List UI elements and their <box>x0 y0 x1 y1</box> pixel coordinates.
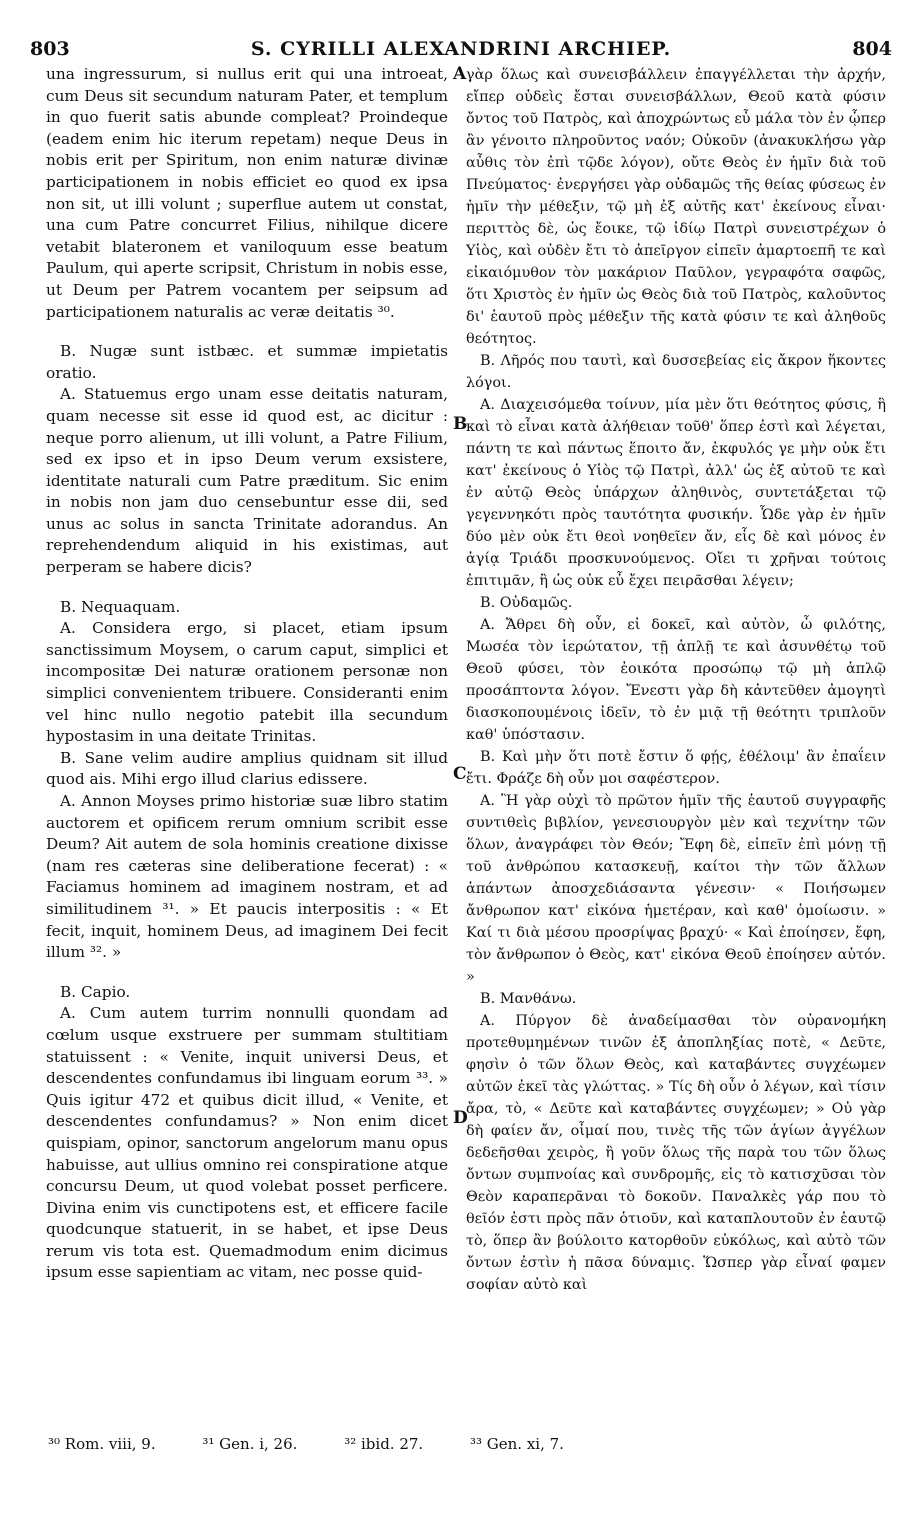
footnote: ³¹ Gen. i, 26. <box>202 1435 298 1453</box>
footnote: ³³ Gen. xi, 7. <box>469 1435 564 1453</box>
greek-paragraph: B. Καὶ μὴν ὅτι ποτὲ ἔστιν ὅ φῄς, ἐθέλοιμ' ἂν ἐπαΐειν ἔτι. Φράζε δὴ οὖν μοι σαφέστερον. <box>466 749 886 787</box>
latin-paragraph: B. Nugæ sunt istbæc. et summæ impietatis oratio. <box>46 342 448 382</box>
greek-paragraph: A. Ἄθρει δὴ οὖν, εἰ δοκεῖ, καὶ αὐτὸν, ὦ φιλότης, Μωσέα τὸν ἱερώτατον, τῇ ἁπλῇ τε καὶ ἀσυνθέτῳ τοῦ Θεοῦ φύσει, τὸν ἐοικότα προσώπῳ τῷ μὴ ἁπλῷ προσάπτοντα λόγον. Ἔνεστι γὰρ δὴ κἀντεῦθεν ἀμογητὶ διασκοπουμένοις ἰδεῖν, τὸ ἐν μιᾷ τῇ θεότητι τριπλοῦν καθ' ὑπόστασιν. <box>466 617 886 743</box>
latin-paragraph: A. Annon Moyses primo historiæ suæ libro statim auctorem et opificem rerum omnium scribit esse Deum? Ait autem de sola hominis creatione dixisse (nam res cæteras sine deliberatione fecerat) : « Faciamus hominem ad imaginem nostram, et ad similitudinem ³¹. » Et paucis interpositis : « Et fecit, inquit, hominem Deus, ad imaginem Dei fecit illum ³². » <box>46 792 448 962</box>
greek-paragraph: A. Πύργον δὲ ἀναδείμασθαι τὸν οὐρανομήκη προτεθυμημένων τινῶν ἐξ ἀποπληξίας ποτὲ, « Δεῦτε, φησὶν ὁ τῶν ὅλων Θεὸς, καὶ καταβάντες συγχέωμεν αὐτῶν ἐκεῖ τὰς γλώττας. » Τίς δὴ οὖν ὁ λέγων, καὶ τίσιν ἄρα, τὸ, « Δεῦτε καὶ καταβάντες συγχέωμεν; » Οὐ γὰρ δὴ φαίεν ἄν, οἶμαί που, τινὲς τῆς τῶν ἁγίων ἀγγέλων δεδεῆσθαι χειρὸς, ἢ γοῦν ὅλως τῆς παρὰ του τῶν ὅλως ὄντων συμπνοίας καὶ συνδρομῆς, εἰς τὸ κατισχῦσαι τὸν Θεὸν καραπερᾶναι τὸ δοκοῦν. Παναλκὲς γάρ που τὸ θεῖόν ἐστι πρὸς πᾶν ὁτιοῦν, καὶ καταπλουτοῦν ἐν ἑαυτῷ τὸ, ὅπερ ἂν βούλοιτο κατορθοῦν εὐκόλως, καὶ αὐτὸ τῶν ὄντων ἐστὶν ἡ πᾶσα δύναμις. Ὥσπερ γὰρ εἶναί φαμεν σοφίαν αὐτὸ καὶ <box>466 1013 886 1293</box>
latin-paragraph: A. Cum autem turrim nonnulli quondam ad cœlum usque exstruere per summam stultitiam statuissent : « Venite, inquit universi Deus, et descendentes confundamus ibi linguam eorum ³³. » Quis igitur 472 et quibus dicit illud, « Venite, et descendentes confundamus? » Non enim dicet quispiam, opinor, sanctorum angelorum manu opus habuisse, aut ullius omnino rei conspiratione atque concursu Deum, ut quod volebat posset perficere. Divina enim vis cunctipotens est, et efficere facile quodcunque statuerit, in se habet, et ipse Deus rerum vis tota est. Quemadmodum enim dicimus ipsum esse sapientiam ac vitam, nec posse quid- <box>46 1004 448 1282</box>
greek-paragraph: B. Μανθάνω. <box>480 991 577 1007</box>
latin-column <box>46 64 448 1284</box>
footnote: ³² ibid. 27. <box>344 1435 424 1453</box>
margin-marker-d: D <box>453 1108 468 1128</box>
page-number-right: 804 <box>852 38 892 60</box>
latin-paragraph: B. Nequaquam. <box>60 597 181 616</box>
latin-paragraph: una ingressurum, si nullus erit qui una introeat, cum Deus sit secundum naturam Pater, et templum in quo fuerit satis abunde compleat? Proindeque (eadem enim hic iterum repetam) neque Deus in nobis erit per Spiritum, non enim naturæ divinæ participationem in nobis efficiet eo quod ex ipsa non sit, ut illi volunt ; superflue autem ut constat, una cum Patre concurret Filius, nihilque dicere vetabit blateronem et vaniloquum esse beatum Paulum, qui aperte scripsit, Christum in nobis esse, ut Deum per Patrem vocantem per seipsum ad participationem naturalis ac veræ deitatis ³⁰. <box>46 65 448 321</box>
margin-marker-b: B <box>453 414 468 434</box>
margin-marker-a: A <box>453 64 467 84</box>
greek-paragraph: B. Οὐδαμῶς. <box>480 595 573 611</box>
greek-paragraph: A. Διαχεισόμεθα τοίνυν, μία μὲν ὅτι θεότητος φύσις, ἣ καὶ τὸ εἶναι κατὰ ἀλήθειαν τοῦθ' ὅπερ ἐστὶ καὶ λέγεται, πάντη τε καὶ πάντως ἕποιτο ἄν, ἐκφυλός γε μὴν οὐκ ἔτι κατ' ἐκείνους ὁ Υἱὸς τῷ Πατρὶ, ἀλλ' ὡς ἐξ αὐτοῦ τε καὶ ἐν αὐτῷ Θεὸς ὑπάρχων ἀληθινὸς, συντετάξεται τῷ γεγεννηκότι πρὸς ταυτότητα φυσικήν. Ὧδε γὰρ ἐν ἡμῖν δύο μὲν οὐκ ἔτι θεοὶ νοηθεῖεν ἄν, εἷς δὲ καὶ μόνος ἐν ἁγίᾳ Τριάδι προσκυνούμενος. Οἴει τι χρῆναι τούτοις ἐπιτιμᾶν, ἢ ὡς οὐκ εὖ ἔχει πειρᾶσθαι λέγειν; <box>466 397 886 589</box>
margin-marker-c: C <box>453 764 467 784</box>
footnote: ³⁰ Rom. viii, 9. <box>48 1435 156 1453</box>
latin-paragraph: B. Sane velim audire amplius quidnam sit illud quod ais. Mihi ergo illud clarius edissere. <box>46 748 448 789</box>
latin-paragraph: B. Capio. <box>60 982 131 1001</box>
running-title: S. CYRILLI ALEXANDRINI ARCHIEP. <box>250 38 672 60</box>
greek-column <box>466 64 886 1296</box>
footnotes <box>48 1435 888 1453</box>
greek-paragraph: A. Ἢ γὰρ οὐχὶ τὸ πρῶτον ἡμῖν τῆς ἑαυτοῦ συγγραφῆς συντιθεὶς βιβλίον, γενεσιουργὸν μὲν καὶ τεχνίτην τῶν ὅλων, ἀναγράφει τὸν Θεόν; Ἔφη δὲ, εἰπεῖν ἐπὶ μόνῃ τῇ τοῦ ἀνθρώπου κατασκευῇ, καίτοι τὴν τῶν ἄλλων ἁπάντων ἀποσχεδιάσαντα γένεσιν· « Ποιήσωμεν ἄνθρωπον κατ' εἰκόνα ἡμετέραν, καὶ καθ' ὁμοίωσιν. » Καί τι διὰ μέσου προσρίψας βραχύ· « Καὶ ἐποίησεν, ἔφη, τὸν ἄνθρωπον ὁ Θεὸς, κατ' εἰκόνα Θεοῦ ἐποίησεν αὐτόν. » <box>466 793 886 985</box>
greek-paragraph: B. Λῆρός που ταυτὶ, καὶ δυσσεβείας εἰς ἄκρον ἥκοντες λόγοι. <box>466 353 886 391</box>
latin-paragraph: A. Statuemus ergo unam esse deitatis naturam, quam necesse sit esse id quod est, ac dicitur : neque porro alienum, ut illi volunt, a Patre Filium, sed ex ipso et in ipso Deum verum exsistere, identitate naturali cum Patre præditum. Sic enim in nobis non jam duo censebuntur esse dii, sed unus ac solus in sancta Trinitate adorandus. An reprehendendum aliquid in his existimas, aut perperam se habere dicis? <box>46 385 448 577</box>
page-number-left: 803 <box>30 38 70 60</box>
greek-paragraph: γὰρ ὅλως καὶ συνεισβάλλειν ἐπαγγέλλεται τὴν ἀρχήν, εἴπερ οὐδεὶς ἔσται συνεισβάλλων, Θεοῦ κατὰ φύσιν ὄντος τοῦ Πατρὸς, καὶ ἀποχρώντως εὖ μάλα τὸν ἐν ᾧπερ ἂν γένοιτο πληροῦντος ναόν; Οὐκοῦν (ἀνακυκλήσω γὰρ αὖθις τὸν ἐπὶ τῷδε λόγον), οὔτε Θεὸς ἐν ἡμῖν διὰ τοῦ Πνεύματος· ἐνεργήσει γὰρ οὐδαμῶς τῆς θείας φύσεως ἐν ἡμῖν τὴν μέθεξιν, τῷ μὴ ἐξ αὐτῆς κατ' ἐκείνους εἶναι· περιττὸς δὲ, ὡς ἔοικε, τῷ ἰδίῳ Πατρὶ συνειστρέχων ὁ Υἱὸς, καὶ οὐδὲν ἔτι τὸ ἀπεῖργον εἰπεῖν ἁμαρτοεπῆ τε καὶ εἰκαιόμυθον τὸν μακάριον Παῦλον, γεγραφότα σαφῶς, ὅτι Χριστὸς ἐν ἡμῖν ὡς Θεὸς διὰ τοῦ Πατρὸς, καλοῦντος δι' ἑαυτοῦ πρὸς μέθεξιν τῆς κατὰ φύσιν τε καὶ ἀληθοῦς θεότητος. <box>466 67 886 347</box>
latin-paragraph: A. Considera ergo, si placet, etiam ipsum sanctissimum Moysem, o carum caput, simplici et incompositæ Dei naturæ orationem personæ non simplici convenientem tribuere. Consideranti enim vel hinc nullo negotio patebit illa secundum hypostasim in una deitate Trinitas. <box>46 619 448 746</box>
